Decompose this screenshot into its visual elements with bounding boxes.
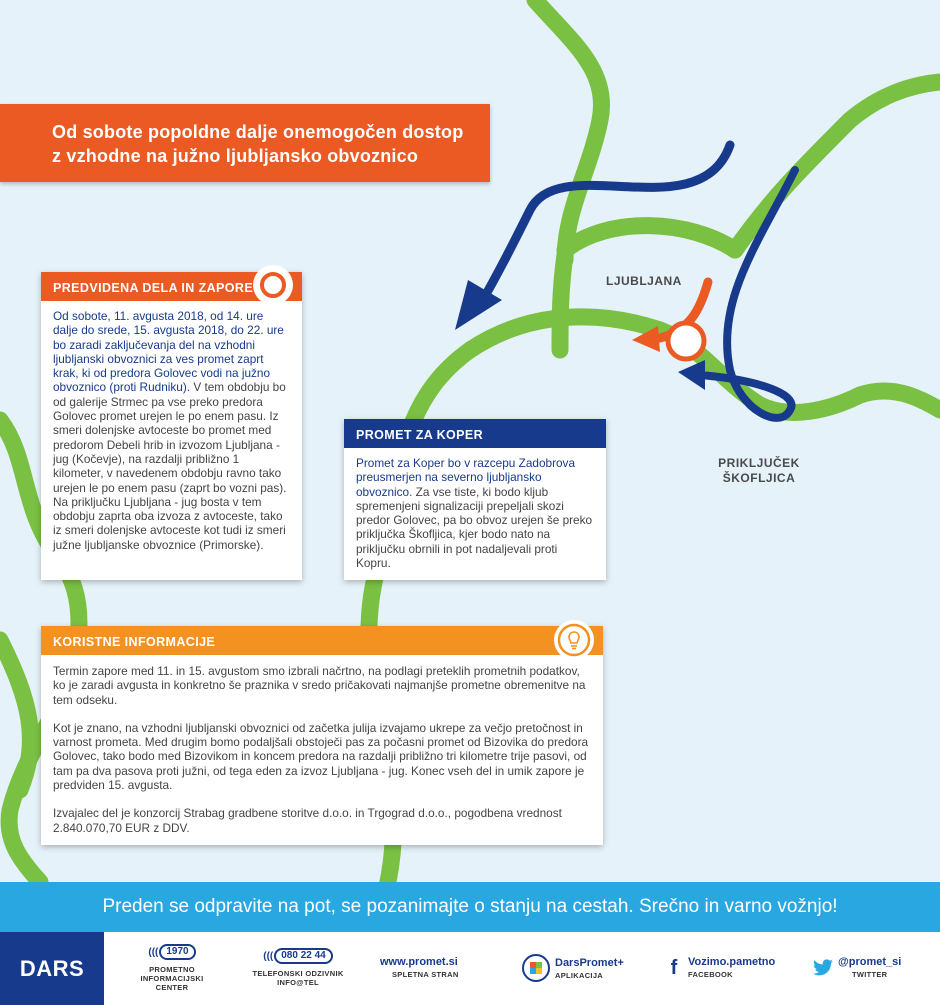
footer-phone-label-2: INFO@TEL <box>277 978 319 987</box>
tagline-band <box>0 882 940 932</box>
footer-phone-label-1: TELEFONSKI ODZIVNIK <box>252 969 344 978</box>
tagline-text: Preden se odpravite na pot, se pozanimajte o stanju na cestah. Srečno in varno vožnjo! <box>102 896 838 917</box>
footer-phone[interactable] <box>240 932 356 1005</box>
footer-facebook-row <box>666 956 788 979</box>
footer-twitter[interactable] <box>812 932 922 1005</box>
footer-facebook-text <box>688 956 775 979</box>
facebook-icon: f <box>670 956 678 979</box>
footer-info-center-number-row <box>126 944 218 960</box>
footer-phone-number: 080 22 44 <box>274 948 333 964</box>
footer-website-url: www.promet.si <box>380 956 458 968</box>
footer-app-label: APLIKACIJA <box>555 970 604 980</box>
footer-info-center-number: 1970 <box>159 944 195 960</box>
works-card-header <box>41 272 302 301</box>
footer-app-text <box>555 957 624 980</box>
footer-twitter-handle: @promet_si <box>838 956 902 968</box>
info-paragraph-2: Kot je znano, na vzhodni ljubljanski obvoznici od začetka julija izvajamo ukrepe za večjo pretočnost in varnost prometa. Med drugim bomo podaljšali obstoječi pas za počasni promet od Bizovika do predora Golovec, tako bodo med Bizovikom in koncem predora na razdalji približno tri kilometre trije pasovi, od tam pa dva pasova proti južni, od tega eden za izvoz Ljubljana - jug. Konec vseh del in umik zapore je predviden 15. avgusta. <box>53 720 589 793</box>
footer-twitter-row <box>812 956 922 979</box>
junction-label-line-2: ŠKOFLJICA <box>722 471 796 485</box>
info-card-header <box>41 626 603 655</box>
twitter-icon <box>812 959 834 977</box>
headline-line-1: Od sobote popoldne dalje onemogočen dostop <box>52 122 464 142</box>
koper-card <box>344 419 606 580</box>
works-card-highlight: Od sobote, 11. avgusta 2018, od 14. ure dalje do srede, 15. avgusta 2018, do 22. ure bo zaradi zaključevanja del na vzhodni ljubljanski obvoznici za ves promet zaprt krak, ki od predora Golovec vodi na južno obvoznico (proti Rudniku). <box>53 309 284 395</box>
koper-card-text: Za vse tiste, ki bodo kljub spremenjeni signalizaciji prepeljali skozi predor Golovec, pa bo obvoz urejen še preko priključka Škofljica, kjer bodo nato na priključku obrnili in pot nadaljevali proti Kopru. <box>356 484 593 571</box>
headline-banner <box>0 104 490 182</box>
footer-info-center-label-3: CENTER <box>155 983 189 992</box>
footer-info-center-label-1: PROMETNO <box>149 965 195 974</box>
footer-info-center-label-2: INFORMACIJSKI <box>140 974 204 983</box>
headline-line-2: z vzhodne na južno ljubljansko obvoznico <box>52 146 419 166</box>
junction-label-line-1: PRIKLJUČEK <box>718 456 800 470</box>
footer-facebook-name: Vozimo.pametno <box>688 956 776 968</box>
works-card-body <box>41 301 302 562</box>
footer <box>0 932 940 1005</box>
works-card-title: PREDVIDENA DELA IN ZAPORE <box>53 281 254 295</box>
footer-info-center[interactable] <box>126 932 218 1005</box>
info-card-body <box>41 655 603 845</box>
info-card-title: KORISTNE INFORMACIJE <box>53 635 216 649</box>
footer-facebook[interactable] <box>666 932 788 1005</box>
koper-card-highlight: Promet za Koper bo v razcepu Zadobrova preusmerjen na severno ljubljansko obvoznico. <box>356 456 576 499</box>
signal-waves-icon: ((( <box>148 946 159 958</box>
dars-logo: DARS <box>0 932 104 1005</box>
road-ring-east <box>560 255 565 350</box>
phone-waves-icon: ((( <box>263 950 274 962</box>
city-label-ljubljana: LJUBLJANA <box>606 274 682 288</box>
koper-card-header <box>344 419 606 448</box>
app-icon <box>522 954 550 982</box>
koper-card-title: PROMET ZA KOPER <box>356 428 484 442</box>
closure-marker <box>668 323 704 359</box>
works-card-text: V tem obdobju bo od galerije Strmec pa vse preko predora Golovec promet urejen le po enem pasu. Iz smeri dolenjske avtoceste bo promet med predorom Debeli hrib in izvozom Ljubljana - jug (Kočevje), na razdalji približno 1 kilometer, v navedenem obdobju ravno tako urejen le po enem pasu (zaprt bo vozni pas). Na priključku Ljubljana - jug bosta v tem obdobju zaprta oba izvoza z avtoceste, tako iz smeri dolenjske avtoceste kot tudi iz smeri južne ljubljanske obvoznice (Primorske). <box>53 380 287 552</box>
footer-twitter-label: TWITTER <box>851 970 888 979</box>
info-paragraph-1: Termin zapore med 11. in 15. avgustom smo izbrali načrtno, na podlagi preteklih prometnih podatkov, ko je zaradi avgusta in konkretno še praznika v sredo pričakovati najmanjše prometne obremenitve na tem odseku. <box>53 664 586 707</box>
footer-app[interactable] <box>522 932 642 1005</box>
junction-label <box>716 456 802 486</box>
info-card <box>41 626 603 845</box>
works-card <box>41 272 302 580</box>
lightbulb-icon <box>554 620 594 660</box>
info-paragraph-3: Izvajalec del je konzorcij Strabag gradbene storitve d.o.o. in Trgograd d.o.o., pogodbena vrednost 2.840.070,70 EUR z DDV. <box>53 806 562 835</box>
koper-card-body <box>344 448 606 580</box>
footer-website-label: SPLETNA STRAN <box>392 970 459 979</box>
footer-phone-number-row <box>240 948 356 964</box>
footer-app-row <box>522 954 642 982</box>
closure-ring-icon <box>253 265 293 305</box>
footer-website[interactable] <box>380 932 484 1005</box>
footer-app-name: DarsPromet+ <box>555 956 624 969</box>
footer-twitter-text <box>838 956 901 979</box>
footer-facebook-label: FACEBOOK <box>688 970 733 979</box>
